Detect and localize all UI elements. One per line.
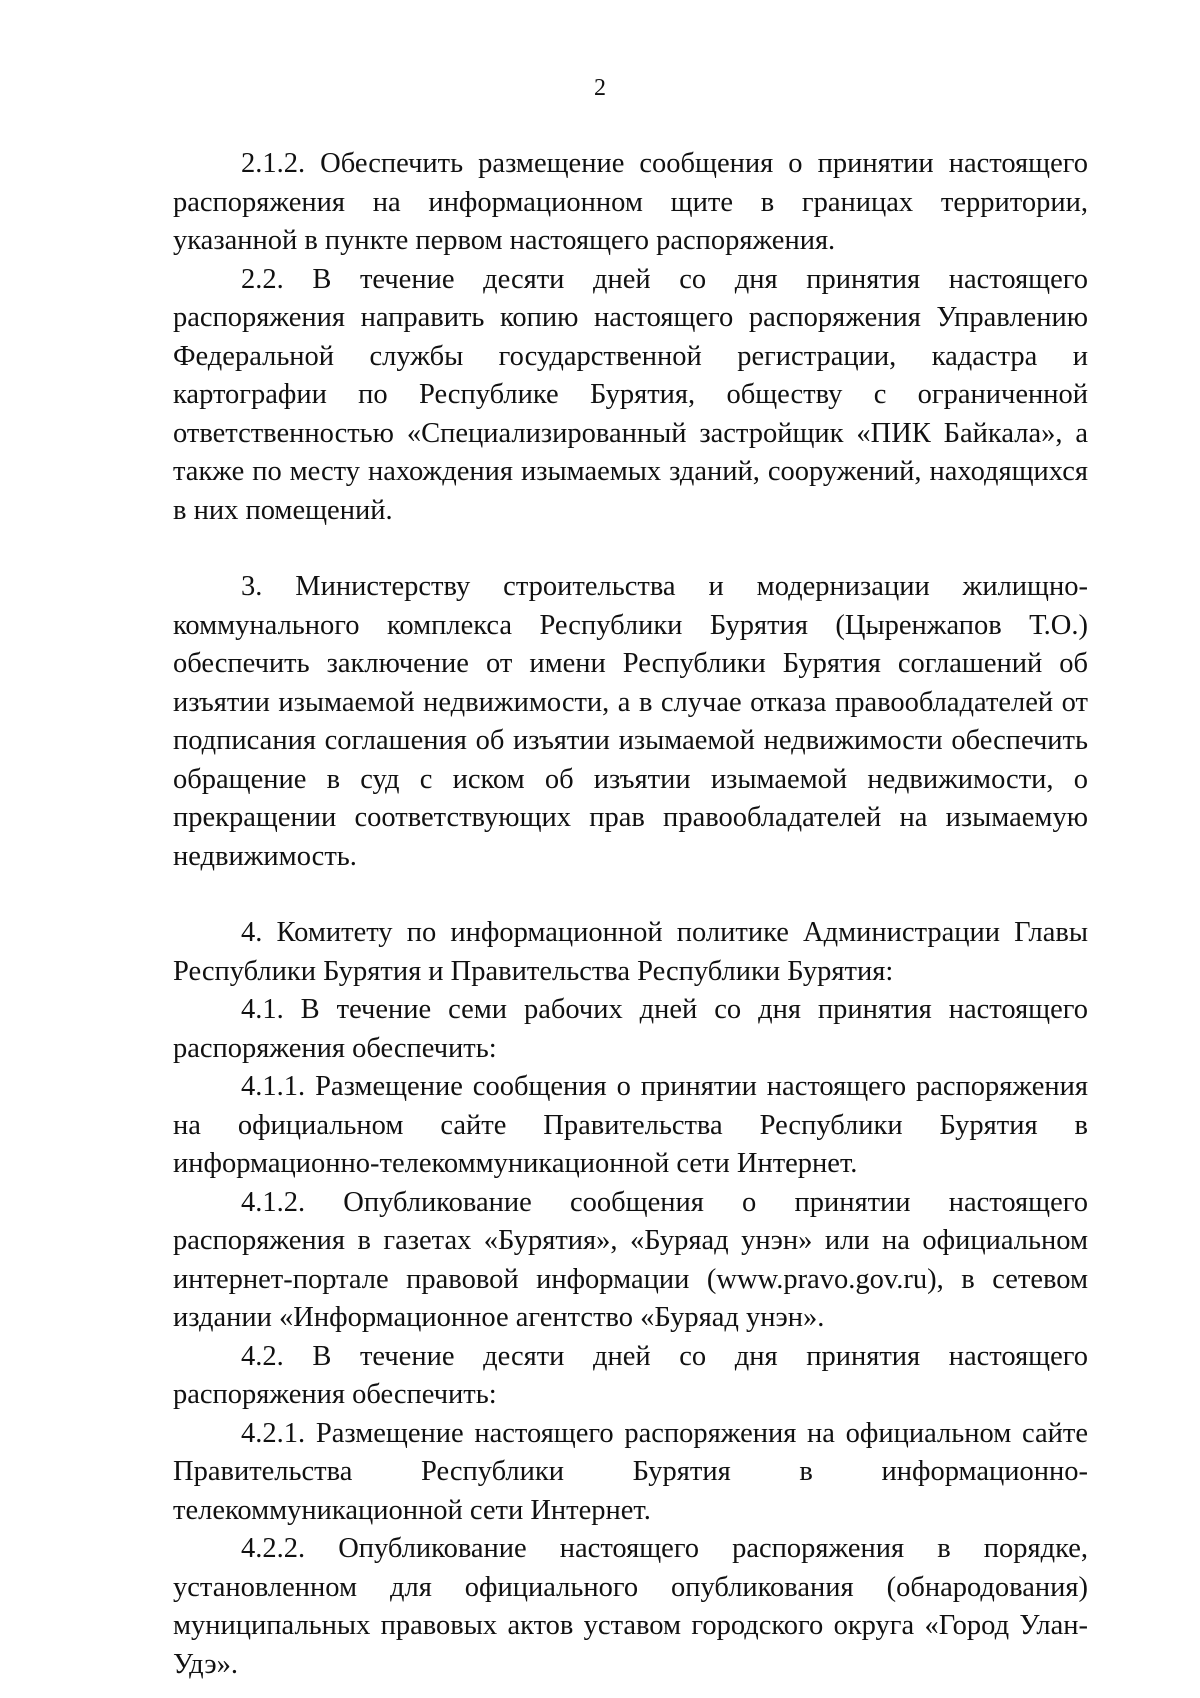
paragraph-4-1-1: 4.1.1. Размещение сообщения о принятии настоящего распоряжения на официальном сайте Правительства Республики Бурятия в информационно-телекоммуникационной сети Интернет. — [173, 1071, 1088, 1179]
paragraph-4-2-1: 4.2.1. Размещение настоящего распоряжения на официальном сайте Правительства Республики Бурятия в информационно-телекоммуникационной сети Интернет. — [173, 1417, 1088, 1526]
paragraph-4-1-2: 4.1.2. Опубликование сообщения о принятии настоящего распоряжения в газетах «Бурятия», «Буряад унэн» или на официальном интернет-портале правовой информации (www.pravo.gov.ru), в сетевом издании «Информационное агентство «Буряад унэн». — [173, 1186, 1088, 1333]
page-number: 2 — [594, 75, 606, 101]
paragraph-4: 4. Комитету по информационной политике Администрации Главы Республики Бурятия и Правительства Республики Бурятия: — [173, 917, 1088, 987]
paragraph-3: 3. Министерству строительства и модернизации жилищно-коммунального комплекса Республики Бурятия (Цыренжапов Т.О.) обеспечить заключение от имени Республики Бурятия соглашений об изъятии изымаемой недвижимости, а в случае отказа правообладателей от подписания соглашения об изъятии изымаемой недвижимости обеспечить обращение в суд с иском об изъятии изымаемой недвижимости, о прекращении соответствующих прав правообладателей на изымаемую недвижимость. — [173, 571, 1088, 872]
paragraph-4-2-2: 4.2.2. Опубликование настоящего распоряжения в порядке, установленном для официального опубликования (обнародования) муниципальных правовых актов уставом городского округа «Город Улан-Удэ». — [173, 1533, 1088, 1680]
paragraph-2-1-2: 2.1.2. Обеспечить размещение сообщения о принятии настоящего распоряжения на информационном щите в границах территории, указанной в пункте первом настоящего распоряжения. — [173, 148, 1088, 256]
document-body — [173, 145, 1088, 1684]
paragraph-4-2: 4.2. В течение десяти дней со дня принятия настоящего распоряжения обеспечить: — [173, 1340, 1088, 1410]
paragraph-4-1: 4.1. В течение семи рабочих дней со дня принятия настоящего распоряжения обеспечить: — [173, 994, 1088, 1064]
paragraph-2-2: 2.2. В течение десяти дней со дня принятия настоящего распоряжения направить копию настоящего распоряжения Управлению Федеральной службы государственной регистрации, кадастра и картографии по Республике Бурятия, обществу с ограниченной ответственностью «Специализированный застройщик «ПИК Байкала», а также по месту нахождения изымаемых зданий, сооружений, находящихся в них помещений. — [173, 263, 1088, 526]
